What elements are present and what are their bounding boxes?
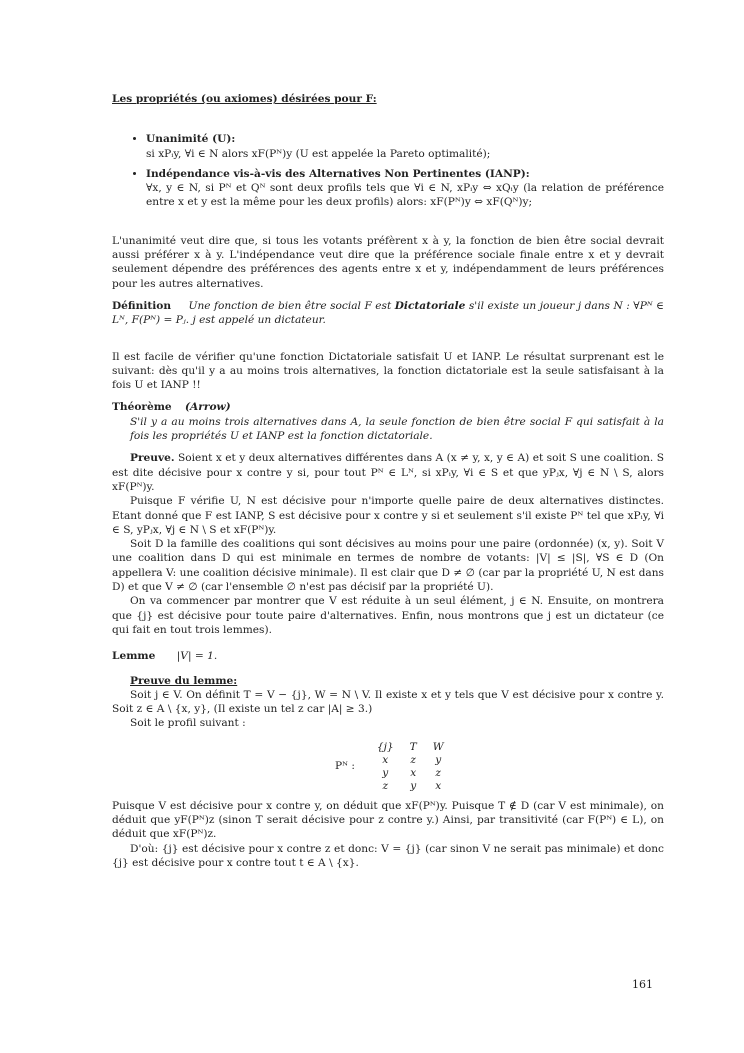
theorem-name: (Arrow)	[185, 401, 231, 414]
lemma-label: Lemme	[112, 650, 156, 663]
definition	[112, 299, 664, 328]
definition-term: Dictatoriale	[394, 299, 466, 312]
profile-cell: y	[382, 766, 389, 779]
definition-label: Définition	[112, 299, 172, 312]
profile-cell: z	[410, 753, 416, 766]
proof-paragraph	[112, 451, 664, 494]
property-title: • Unanimité (U):	[146, 133, 236, 146]
profile-cell: z	[382, 779, 389, 792]
paragraph-conclusion: D'où: {j} est décisive pour x contre z et donc: V = {j} (car sinon V ne serait pas minimale) et donc {j} est décisive pour x contre tout t ∈ A \ {x}.	[112, 842, 664, 869]
profile-cell: y	[410, 779, 417, 792]
proof-label: Preuve.	[130, 452, 175, 465]
property-body: ∀x, y ∈ N, si Pᴺ et Qᴺ sont deux profils tels que ∀i ∈ N, xPᵢy ⇔ xQᵢy (la relation de préférence entre x et y est la même pour les deux profils) alors: xF(Pᴺ)y ⇔ xF(Qᴺ)y;	[146, 182, 664, 209]
profile-cell: y	[435, 753, 442, 766]
section-title: Les propriétés (ou axiomes) désirées pour F:	[112, 93, 377, 105]
lemma-proof-paragraph: Soit le profil suivant :	[130, 717, 246, 730]
definition-text-end: s'il existe un joueur j dans N : ∀Pᴺ ∈ Lᴺ, F(Pᴺ) = Pⱼ. j est appelé un dictateur.	[112, 299, 664, 327]
lemma-statement: |V| = 1.	[176, 650, 218, 663]
profile-header: W	[432, 740, 444, 753]
proof-paragraph: Soit D la famille des coalitions qui sont décisives au moins pour une paire (ordonnée) (x, y). Soit V une coalition dans D qui est minimale en termes de nombre de votants: |V| ≤ |S|, ∀S ∈ D (On appellera V: une coalition décisive minimale). Il est clair que D ≠ ∅ (car par la propriété U, N est dans D) et que V ≠ ∅ (car l'ensemble ∅ n'est pas décisif par la propriété U).	[112, 538, 664, 594]
profile-header: {j}	[376, 740, 394, 753]
properties-list	[112, 132, 664, 209]
profile-cell: x	[410, 766, 417, 779]
profile-label: Pᴺ :	[335, 760, 355, 773]
theorem	[112, 400, 664, 443]
property-ianp	[146, 167, 664, 210]
paragraph-unanimity: L'unanimité veut dire que, si tous les votants préfèrent x à y, la fonction de bien être social devrait aussi préférer x à y. L'indépendance veut dire que la préférence sociale finale entre x et y devrait seulement dépendre des préférences des agents entre x et y, indépendamment de leurs préférences pour les autres alternatives.	[112, 234, 664, 290]
profile-cell: x	[382, 753, 389, 766]
profile-cell: z	[435, 766, 441, 779]
profile-table	[327, 741, 452, 793]
lemma-proof-label: Preuve du lemme:	[130, 674, 238, 687]
proof-paragraph: Puisque F vérifie U, N est décisive pour n'importe quelle paire de deux alternatives distinctes. Etant donné que F est IANP, S est décisive pour x contre y si et seulement s'il existe Pᴺ tel que xPᵢy, ∀i ∈ S, yPⱼx, ∀j ∈ N \ S et xF(Pᴺ)y.	[112, 495, 664, 536]
definition-text: Une fonction de bien être social F est	[188, 299, 395, 312]
page-content	[112, 92, 664, 870]
theorem-label: Théorème	[112, 401, 172, 414]
property-title: • Indépendance vis-à-vis des Alternatives Non Pertinentes (IANP):	[146, 167, 530, 180]
theorem-body: S'il y a au moins trois alternatives dans A, la seule fonction de bien être social F qui satisfait à la fois les propriétés U et IANP est la fonction dictatoriale.	[130, 415, 664, 443]
lemma	[112, 649, 664, 663]
profile-cell: x	[435, 779, 442, 792]
property-body: si xPᵢy, ∀i ∈ N alors xF(Pᴺ)y (U est appelée la Pareto optimalité);	[146, 147, 491, 160]
lemma-proof-paragraph: Soit j ∈ V. On définit T = V − {j}, W = N \ V. Il existe x et y tels que V est décisive pour x contre y. Soit z ∈ A \ {x, y}, (Il existe un tel z car |A| ≥ 3.)	[112, 688, 664, 716]
page-number: 161	[632, 978, 653, 991]
paragraph-conclusion: Puisque V est décisive pour x contre y, on déduit que xF(Pᴺ)y. Puisque T ∉ D (car V est minimale), on déduit que yF(Pᴺ)z (sinon T serait décisive pour z contre y.) Ainsi, par transitivité (car F(Pᴺ) ∈ L), on déduit que xF(Pᴺ)z.	[112, 799, 664, 841]
property-unanimity	[146, 132, 664, 161]
proof-paragraph: On va commencer par montrer que V est réduite à un seul élément, j ∈ N. Ensuite, on montrera que {j} est décisive pour toute paire d'alternatives. Enfin, nous montrons que j est un dictateur (ce qui fait en tout trois lemmes).	[112, 595, 664, 636]
paragraph-dictator: Il est facile de vérifier qu'une fonction Dictatoriale satisfait U et IANP. Le résultat surprenant est le suivant: dès qu'il y a au moins trois alternatives, la fonction dictatoriale est la seule satisfaisant à la fois U et IANP !!	[112, 350, 664, 392]
profile-header: T	[409, 740, 417, 753]
proof-text: Soient x et y deux alternatives différentes dans A (x ≠ y, x, y ∈ A) et soit S une coalition. S est dite décisive pour x contre y si, pour tout Pᴺ ∈ Lᴺ, si xPᵢy, ∀i ∈ S et que yPⱼx, ∀j ∈ N \ S, alors xF(Pᴺ)y.	[112, 452, 664, 493]
